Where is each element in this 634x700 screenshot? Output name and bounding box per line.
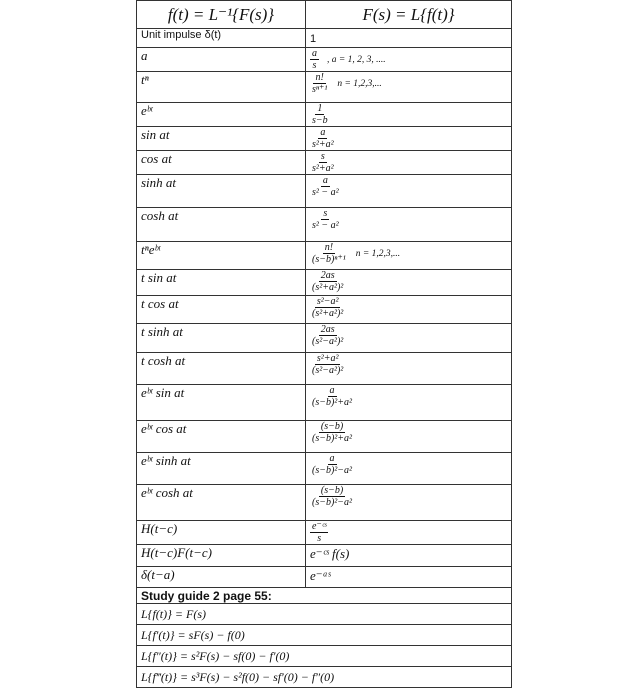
study-guide-note: Study guide 2 page 55: xyxy=(137,588,512,604)
fraction-numerator: s²−a² xyxy=(316,296,339,307)
table-row xyxy=(137,103,512,127)
fraction-denominator: (s−b)ⁿ⁺¹ xyxy=(312,254,346,265)
derivative-rule: L{f′(t)} = sF(s) − f(0) xyxy=(137,625,512,646)
fraction-denominator: (s−b)²+a² xyxy=(312,397,353,408)
table-row xyxy=(137,48,512,72)
table-row xyxy=(137,421,512,453)
transform-fraction xyxy=(310,175,341,198)
fraction-denominator: (s²−a²)² xyxy=(312,336,344,347)
study-note-row xyxy=(137,588,512,604)
laplace-transform-cell xyxy=(306,270,512,296)
fraction-denominator: (s−b)²−a² xyxy=(312,465,353,476)
time-function-cell: eᵇᵗ cos at xyxy=(137,421,306,453)
transform-fraction xyxy=(310,103,330,126)
transform-fraction xyxy=(310,385,354,408)
time-function-cell: t sin at xyxy=(137,270,306,296)
laplace-transform-cell xyxy=(306,151,512,175)
transform-condition: n = 1,2,3,... xyxy=(337,78,382,89)
laplace-transform-cell xyxy=(306,296,512,324)
fraction-numerator: a xyxy=(320,127,326,138)
time-function-cell: a xyxy=(137,48,306,72)
laplace-transform-cell xyxy=(306,453,512,485)
table-row xyxy=(137,521,512,545)
time-function-cell: eᵇᵗ cosh at xyxy=(137,485,306,521)
time-function-cell: t cos at xyxy=(137,296,306,324)
transform-condition: n = 1,2,3,... xyxy=(355,248,401,259)
laplace-transform-cell xyxy=(306,421,512,453)
fraction-numerator: a xyxy=(322,175,328,186)
fraction-numerator: n! xyxy=(324,242,334,253)
table-row xyxy=(137,567,512,588)
fraction-denominator: (s²+a²)² xyxy=(312,282,344,293)
rule-row xyxy=(137,604,512,625)
transform-fraction xyxy=(310,72,329,95)
table-row xyxy=(137,270,512,296)
time-function-cell: H(t−c)F(t−c) xyxy=(137,545,306,567)
table-row xyxy=(137,29,512,48)
fraction-numerator: a xyxy=(329,385,335,396)
time-function-cell: sinh at xyxy=(137,175,306,208)
table-header-row xyxy=(137,1,512,29)
transform-fraction xyxy=(310,521,328,544)
derivative-rule: L{f‴(t)} = s³F(s) − s²f(0) − sf′(0) − f″(0) xyxy=(137,667,512,688)
fraction-denominator: s²+a² xyxy=(312,139,334,150)
laplace-transform-cell xyxy=(306,208,512,242)
transform-fraction xyxy=(310,270,345,293)
laplace-transform-cell xyxy=(306,385,512,421)
fraction-numerator: a xyxy=(329,453,335,464)
transform-fraction xyxy=(310,353,345,376)
fraction-denominator: s−b xyxy=(312,115,328,126)
derivative-rule: L{f″(t)} = s²F(s) − sf(0) − f′(0) xyxy=(137,646,512,667)
laplace-transform-cell xyxy=(306,103,512,127)
transform-fraction xyxy=(310,151,336,174)
fraction-numerator: (s−b) xyxy=(320,421,344,432)
rule-row xyxy=(137,667,512,688)
fraction-denominator: s² − a² xyxy=(312,187,339,198)
header-transform: F(s) = L{f(t)} xyxy=(306,1,512,29)
fraction-denominator: (s²+a²)² xyxy=(312,308,344,319)
time-function-cell: t cosh at xyxy=(137,353,306,385)
fraction-denominator: sⁿ⁺¹ xyxy=(312,84,328,95)
time-function-cell: tⁿ xyxy=(137,72,306,103)
transform-rows xyxy=(137,29,512,588)
fraction-numerator: n! xyxy=(315,72,324,83)
laplace-transform-table xyxy=(136,0,512,688)
laplace-transform-cell xyxy=(306,175,512,208)
derivative-rules xyxy=(137,604,512,688)
table-row xyxy=(137,453,512,485)
fraction-denominator: s² − a² xyxy=(312,220,339,231)
fraction-numerator: s xyxy=(323,208,328,219)
time-function-cell: eᵇᵗ sinh at xyxy=(137,453,306,485)
transform-condition: , a = 1, 2, 3, .... xyxy=(327,54,386,65)
transform-fraction xyxy=(310,421,354,444)
fraction-denominator: (s²−a²)² xyxy=(312,365,344,376)
table-row xyxy=(137,175,512,208)
fraction-denominator: (s−b)²+a² xyxy=(312,433,353,444)
table-row xyxy=(137,324,512,353)
laplace-transform-cell xyxy=(306,485,512,521)
fraction-numerator: 2as xyxy=(320,324,335,335)
transform-text: e⁻ᶜˢ f(s) xyxy=(310,546,350,561)
fraction-numerator: 2as xyxy=(320,270,335,281)
laplace-table-sheet xyxy=(136,0,502,696)
laplace-transform-cell xyxy=(306,324,512,353)
laplace-transform-cell xyxy=(306,567,512,588)
table-row xyxy=(137,72,512,103)
table-row xyxy=(137,208,512,242)
table-row xyxy=(137,127,512,151)
table-row xyxy=(137,485,512,521)
laplace-transform-cell xyxy=(306,353,512,385)
fraction-denominator: s xyxy=(312,60,317,71)
transform-fraction xyxy=(310,242,348,265)
fraction-denominator: (s−b)²−a² xyxy=(312,497,353,508)
transform-fraction xyxy=(310,296,345,319)
transform-text: e⁻ᵃˢ xyxy=(310,568,331,583)
transform-fraction xyxy=(310,485,354,508)
transform-fraction xyxy=(310,208,341,231)
laplace-transform-cell xyxy=(306,545,512,567)
fraction-denominator: s²+a² xyxy=(312,163,334,174)
derivative-rule: L{f(t)} = F(s) xyxy=(137,604,512,625)
header-inverse-transform: f(t) = L⁻¹{F(s)} xyxy=(137,1,306,29)
time-function-cell: t sinh at xyxy=(137,324,306,353)
time-function-cell: eᵇᵗ sin at xyxy=(137,385,306,421)
time-function-cell: cosh at xyxy=(137,208,306,242)
table-row xyxy=(137,353,512,385)
laplace-transform-cell xyxy=(306,72,512,103)
table-row xyxy=(137,151,512,175)
fraction-denominator: s xyxy=(317,533,322,544)
fraction-numerator: a xyxy=(312,48,317,59)
transform-fraction xyxy=(310,48,319,71)
table-row xyxy=(137,242,512,270)
time-function-cell: tⁿeᵇᵗ xyxy=(137,242,306,270)
table-row xyxy=(137,385,512,421)
time-function-cell: eᵇᵗ xyxy=(137,103,306,127)
table-row xyxy=(137,296,512,324)
table-row xyxy=(137,545,512,567)
time-function-cell: cos at xyxy=(137,151,306,175)
laplace-transform-cell xyxy=(306,29,512,48)
fraction-numerator: s²+a² xyxy=(316,353,339,364)
laplace-transform-cell xyxy=(306,521,512,545)
time-function-cell: sin at xyxy=(137,127,306,151)
fraction-numerator: 1 xyxy=(317,103,323,114)
transform-fraction xyxy=(310,324,345,347)
laplace-transform-cell xyxy=(306,48,512,72)
fraction-numerator: e⁻ᶜˢ xyxy=(312,521,327,532)
rule-row xyxy=(137,625,512,646)
fraction-numerator: s xyxy=(320,151,325,162)
fraction-numerator: (s−b) xyxy=(320,485,344,496)
transform-fraction xyxy=(310,127,336,150)
transform-fraction xyxy=(310,453,354,476)
time-function-cell: Unit impulse δ(t) xyxy=(137,29,306,48)
time-function-cell: H(t−c) xyxy=(137,521,306,545)
transform-text: 1 xyxy=(310,33,317,45)
laplace-transform-cell xyxy=(306,127,512,151)
laplace-transform-cell xyxy=(306,242,512,270)
rule-row xyxy=(137,646,512,667)
time-function-cell: δ(t−a) xyxy=(137,567,306,588)
